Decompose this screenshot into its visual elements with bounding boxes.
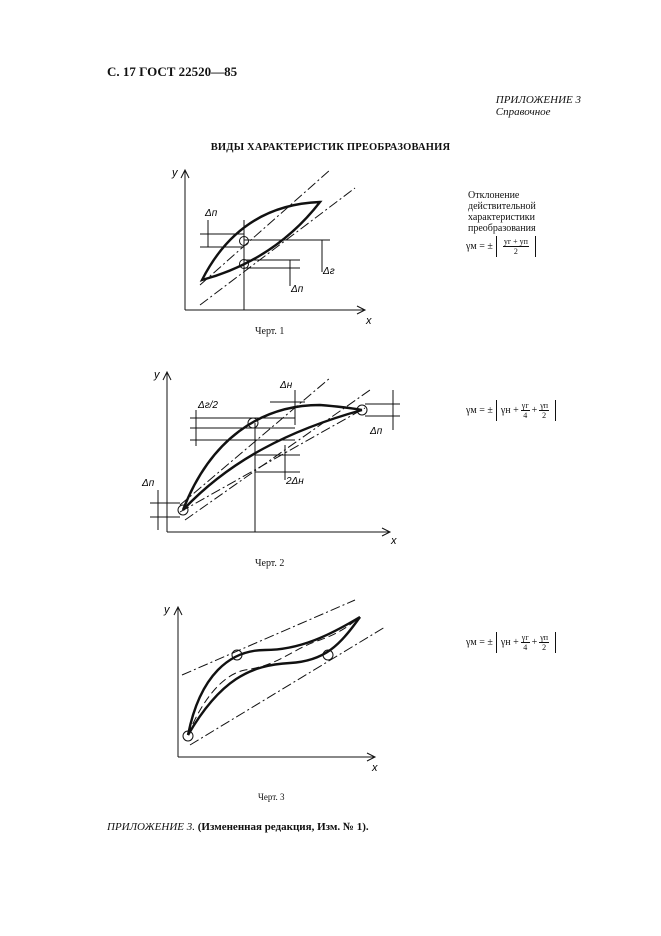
fig2-x-label: x — [391, 535, 397, 545]
formula-3-term1: γн + — [500, 637, 519, 648]
fig2-delta-n-top: Δн — [280, 380, 293, 391]
page-header: С. 17 ГОСТ 22520—85 — [107, 64, 238, 79]
formula-1 — [466, 236, 536, 257]
formula-2-lhs: γм = ± — [466, 405, 493, 416]
side-line-3: характеристики — [468, 212, 536, 223]
fig1-delta-p-top: Δп — [205, 208, 218, 219]
formula-3-num1: γг — [521, 633, 529, 642]
fig2-y-label: y — [154, 369, 160, 381]
fig1-delta-p-bottom: Δп — [291, 284, 304, 295]
fig2-delta-p-right: Δп — [370, 426, 383, 437]
side-description — [468, 190, 536, 234]
fig2-delta-p-left: Δп — [142, 478, 155, 489]
formula-1-numerator: yг + yп — [503, 237, 528, 246]
footer-appendix: ПРИЛОЖЕНИЕ 3. — [107, 821, 195, 833]
appendix-type: Справочное — [495, 106, 551, 118]
formula-3-den1: 4 — [523, 643, 528, 652]
formula-2-num1: γг — [521, 401, 529, 410]
fig2-delta-g-half: Δг/2 — [198, 400, 218, 411]
appendix-label — [496, 94, 581, 118]
section-title: ВИДЫ ХАРАКТЕРИСТИК ПРЕОБРАЗОВАНИЯ — [210, 142, 451, 153]
lower-limit-line — [190, 627, 385, 745]
fig2-2delta-n: 2Δн — [286, 476, 304, 487]
fig1-delta-g: Δг — [323, 266, 335, 277]
curve-upper — [183, 405, 362, 510]
figure-1 — [160, 160, 390, 330]
formula-3-lhs: γм = ± — [466, 637, 493, 648]
figure-3 — [150, 595, 395, 775]
footer-note — [107, 821, 369, 833]
formula-2-plus: + — [531, 405, 538, 416]
formula-2-num2: γп — [540, 401, 549, 410]
figure-1-caption: Черт. 1 — [255, 326, 285, 337]
formula-2-den2: 2 — [542, 411, 547, 420]
formula-2-abs — [496, 400, 556, 421]
figure-3-caption: Черт. 3 — [258, 792, 285, 802]
footer-revision: (Измененная редакция, Изм. № 1). — [197, 821, 369, 833]
formula-3-num2: γп — [540, 633, 549, 642]
side-line-4: преобразования — [468, 223, 536, 234]
side-line-2: действительной — [468, 201, 536, 212]
side-line-1: Отклонение — [468, 190, 520, 201]
formula-3-abs — [496, 632, 556, 653]
fig1-x-label: x — [366, 315, 372, 327]
fig1-y-label: y — [172, 167, 178, 179]
curve-upper — [188, 617, 360, 735]
fig3-y-label: y — [164, 604, 170, 616]
formula-1-lhs: γм = ± — [466, 241, 493, 252]
formula-2-term1: γн + — [500, 405, 519, 416]
figure-2 — [140, 360, 410, 545]
formula-3-plus: + — [531, 637, 538, 648]
figure-2-caption: Черт. 2 — [255, 558, 285, 569]
appendix-number: ПРИЛОЖЕНИЕ 3 — [495, 94, 581, 106]
fig3-x-label: x — [372, 762, 378, 774]
formula-3 — [466, 632, 556, 653]
formula-1-denominator: 2 — [513, 247, 518, 256]
formula-2-den1: 4 — [523, 411, 528, 420]
formula-1-abs — [496, 236, 536, 257]
formula-2 — [466, 400, 556, 421]
formula-3-den2: 2 — [542, 643, 547, 652]
center-line — [180, 408, 365, 512]
